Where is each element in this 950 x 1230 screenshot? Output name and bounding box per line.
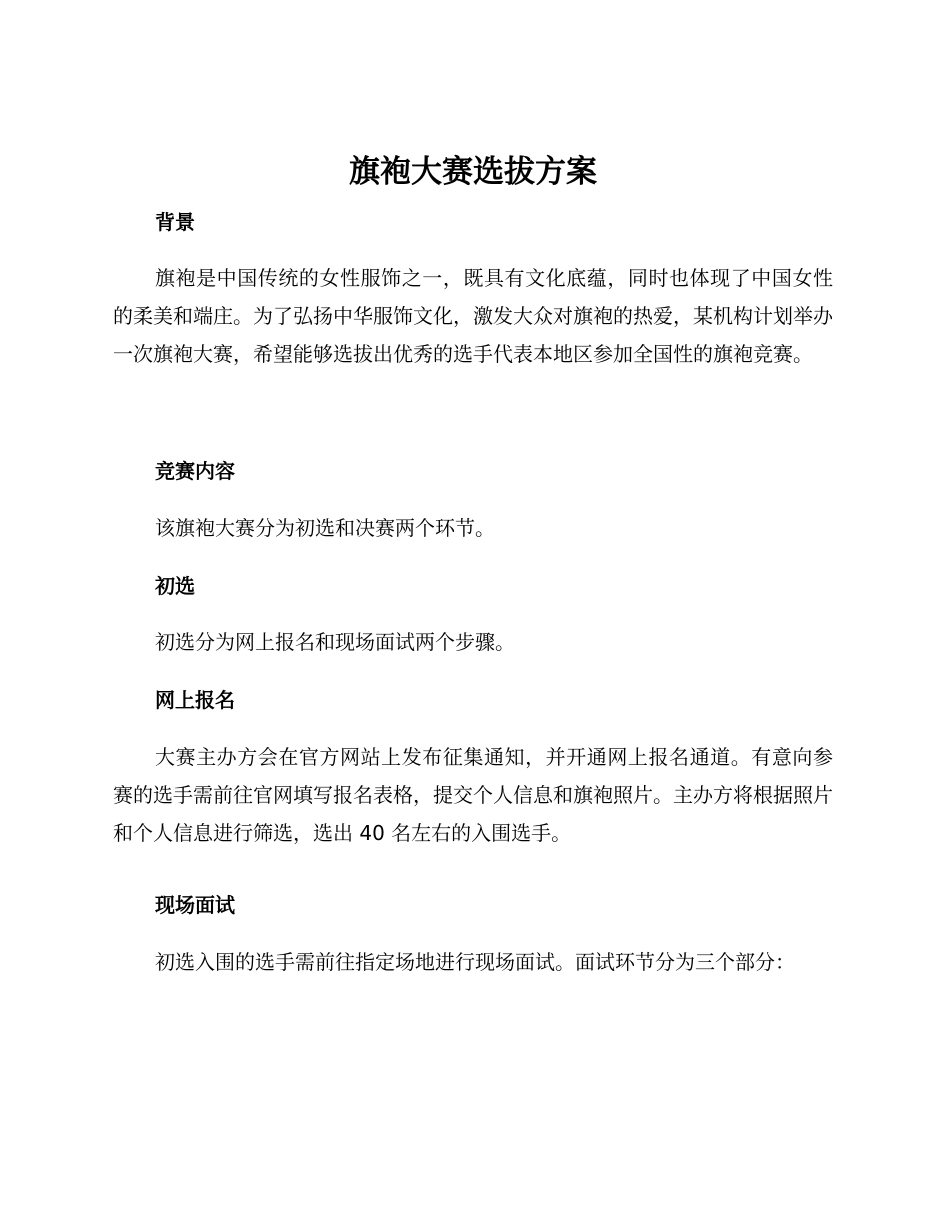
section-heading-online: 网上报名: [155, 688, 235, 712]
paragraph-online: 大赛主办方会在官方网站上发布征集通知，并开通网上报名通道。有意向参赛的选手需前往官网填写报名表格，提交个人信息和旗袍照片。主办方将根据照片和个人信息进行筛选，选出 40 名左右的入围选手。: [113, 745, 833, 845]
paragraph-background: 旗袍是中国传统的女性服饰之一，既具有文化底蕴，同时也体现了中国女性的柔美和端庄。为了弘扬中华服饰文化，激发大众对旗袍的热爱，某机构计划举办一次旗袍大赛，希望能够选拔出优秀的选手代表本地区参加全国性的旗袍竞赛。: [113, 266, 833, 366]
document-title: 旗袍大赛选拔方案: [349, 154, 597, 190]
paragraph-prelim: 初选分为网上报名和现场面试两个步骤。: [155, 630, 515, 654]
section-heading-content: 竞赛内容: [155, 459, 235, 483]
paragraph-interview: 初选入围的选手需前往指定场地进行现场面试。面试环节分为三个部分：: [155, 950, 795, 974]
section-heading-prelim: 初选: [155, 574, 195, 598]
paragraph-content: 该旗袍大赛分为初选和决赛两个环节。: [155, 516, 495, 540]
section-heading-background: 背景: [155, 210, 195, 234]
section-heading-interview: 现场面试: [155, 893, 235, 917]
